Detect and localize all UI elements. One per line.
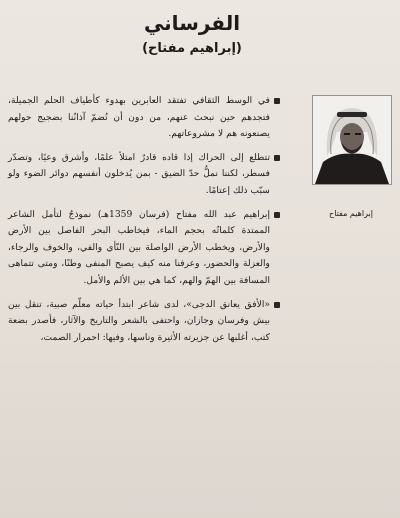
bullet-icon: [274, 302, 280, 308]
paragraph-text: «الأفق يعانق الدجى»، لدى شاعر ابتدأ حياته معلّم صبية، تنقل بين بيش وفرسان وجازان، واحتفى بالشعر والتاريخ والآثار، فأصدر بضعة كتب، أغلبها عن جزيرته الأثيرة وناسها، وفيها: احمرار الصمت،: [8, 298, 270, 343]
bullet-icon: [274, 212, 280, 218]
portrait-image: [313, 96, 391, 184]
paragraph-1: [8, 93, 280, 143]
article-subtitle: (إبراهيم مفتاح): [142, 41, 242, 56]
portrait-caption: إبراهيم مفتاح: [329, 209, 373, 218]
bullet-icon: [274, 155, 280, 161]
paragraph-2: [8, 150, 280, 200]
bullet-icon: [274, 98, 280, 104]
paragraph-4: [8, 297, 280, 347]
paragraph-text: تتطلع إلى الحراك إذا قاده قادرٌ امتلأ علمًا، وأشرق وعيًا، وتصدّر فسطر، لكننا نملُّ حدّ الضيق - بمن يُدخلون أنفسهم دوائر الضوء ولو سبّب ذلك إعتامًا.: [8, 151, 270, 196]
article-title: الفرساني: [143, 11, 241, 35]
author-portrait: [312, 95, 392, 185]
paragraph-text: في الوسط الثقافي تفتقد العابرين بهدوء كأطياف الحلم الجميلة، فتجدهم حين نبحث عنهم، من دون أن تُضمّ آذانُنا بضجيج حولهم يصنعونه هم لا مشروعاتهم.: [8, 95, 270, 140]
article-body: [8, 93, 280, 353]
paragraph-3: [8, 207, 280, 290]
paragraph-text: إبراهيم عبد الله مفتاح (فرسان 1359هـ) نموذجٌ لتأمل الشاعر الممتدة كلماتُه بحجم الماء، فيخاطب البحر الفاصل بين الأرض والأرض، ويخطب الأرض الواصلة بين النّأي والفي، والخوف والرجاء، والعزلة والحضور، وعرفنا منه كيف يصبح المنفى وطنًا، ومتى تتماهى المسافة بين الهمّ والهم، كما هي بين الألم والأمل.: [8, 208, 271, 286]
